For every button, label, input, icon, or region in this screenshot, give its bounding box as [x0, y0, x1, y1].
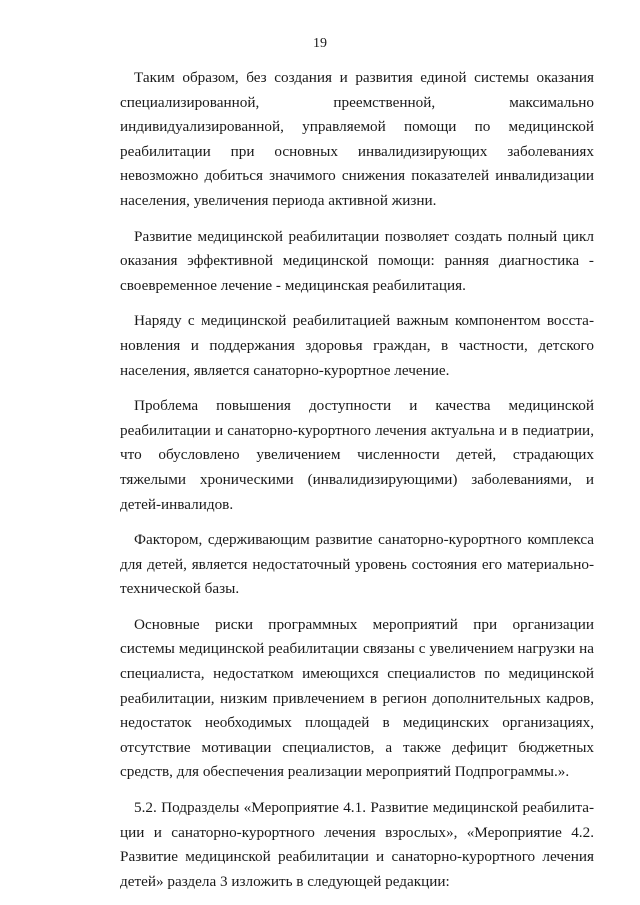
paragraph-3: Наряду с медицинской реабилитацией важным компонентом восстановления и поддержания здоровья граждан, в частности, детского населения, является санаторно-курортное лечение.	[120, 312, 594, 379]
paragraph-5: Фактором, сдерживающим развитие санаторно-курортного комплекса для детей, является недостаточный уровень состояния его материально-технической базы.	[120, 531, 594, 598]
paragraph-1: Таким образом, без создания и развития единой системы оказания специализированной, преемственной, максимально индивидуализированной, управляемой помощи по медицинской реабилитации при основных инвалидизирующих заболеваниях невозможно добиться значимого снижения показателей инвалидизации населения, увеличения периода активной жизни.	[120, 69, 594, 209]
paragraph-7: 5.2. Подразделы «Мероприятие 4.1. Развитие медицинской реабилитации и санаторно-курортного лечения взрослых», «Мероприятие 4.2. Развитие медицинской реабилитации и санаторно-курортного лечения детей» раздела 3 изложить в следующей редакции:	[120, 799, 594, 890]
paragraph-6: Основные риски программных мероприятий при организации системы медицинской реабилитации связаны с увеличением нагрузки на специалиста, недостатком имеющихся специалистов по медицинской реабилитации, низким привлечением в регион дополнительных кадров, недостаток необходимых площадей в медицинских организациях, отсутствие мотивации специалистов, а также дефицит бюджетных средств, для обеспечения реализации мероприятий Подпрограммы.».	[120, 615, 594, 781]
paragraph-4: Проблема повышения доступности и качества медицинской реабилитации и санаторно-курортного лечения актуальна и в педиатрии, что обусловлено увеличением численности детей, страдающих тяжелыми хроническими (инвалидизирующими) заболеваниями, и детей-инвалидов.	[120, 397, 594, 513]
page-number: 19	[313, 36, 327, 51]
paragraph-2: Развитие медицинской реабилитации позволяет создать полный цикл оказания эффективной медицинской помощи: ранняя диагностика - своевременное лечение - медицинская реабилитация.	[120, 227, 594, 294]
document-body	[120, 66, 594, 905]
